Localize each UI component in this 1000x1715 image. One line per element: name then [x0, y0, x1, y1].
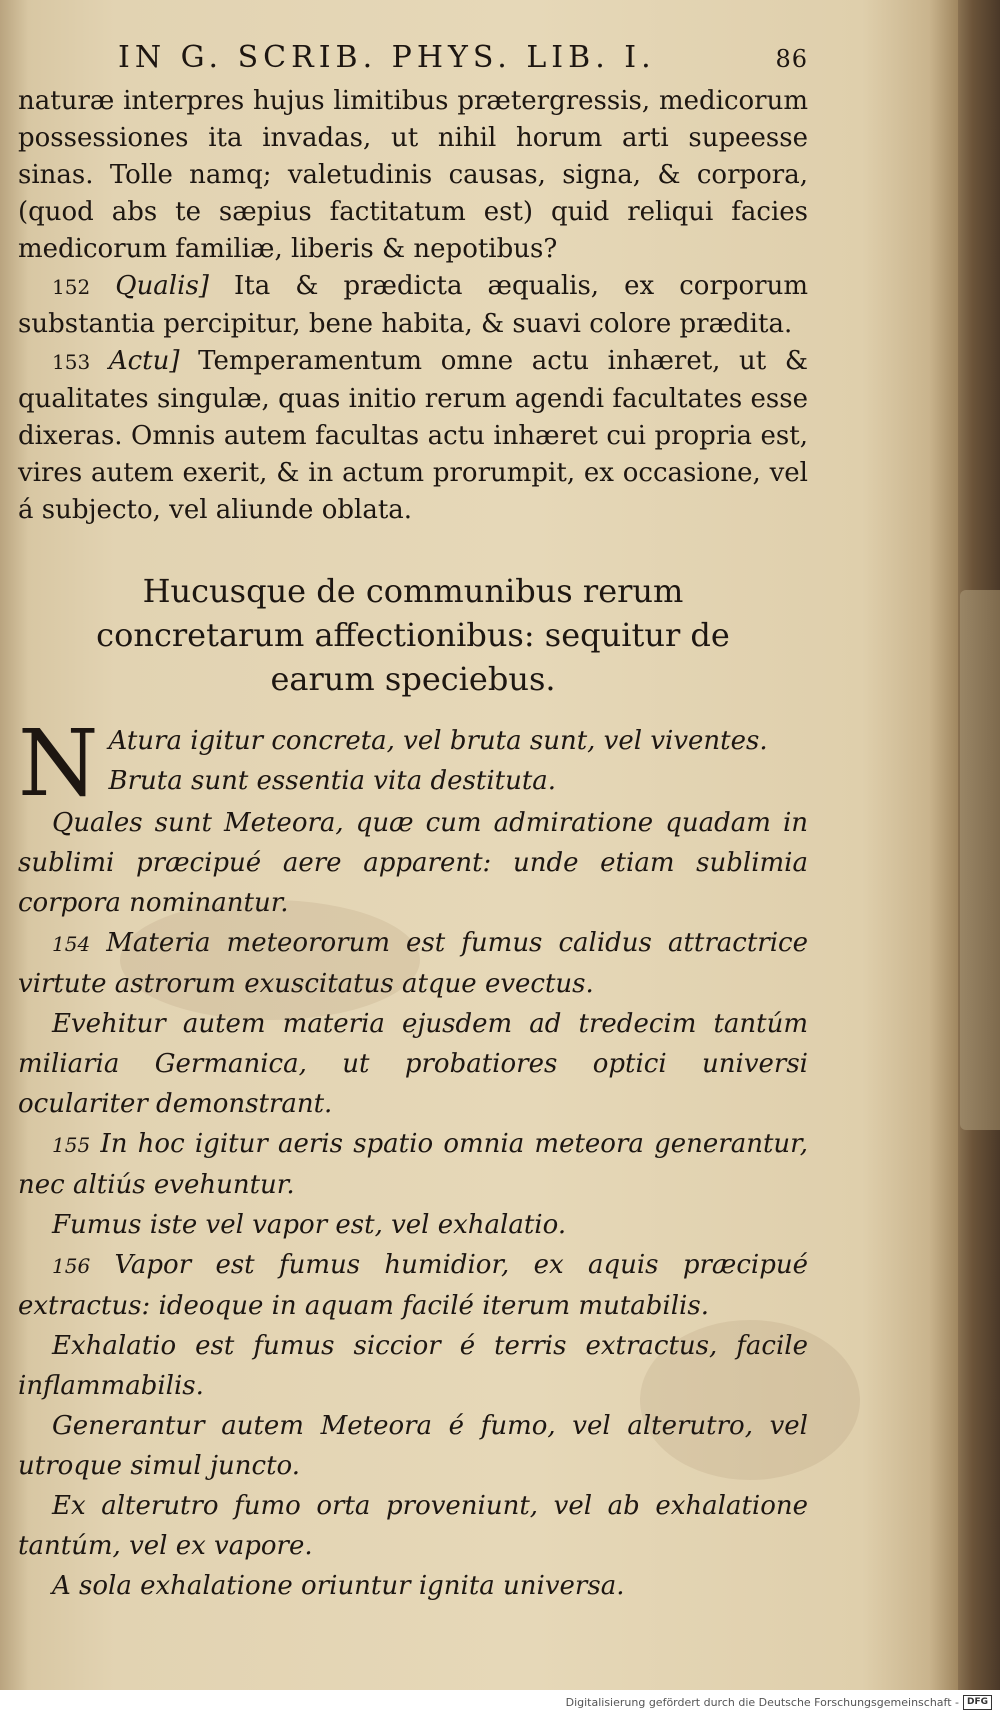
paragraph-fumus: Fumus iste vel vapor est, vel exhalatio. [52, 1210, 567, 1240]
lemma: Qualis] [115, 271, 209, 301]
paragraph-156 [18, 1245, 808, 1326]
dfg-logo: DFG [963, 1695, 992, 1710]
italic-opening [18, 721, 808, 803]
digitization-footer [0, 1690, 1000, 1715]
paragraph-text: In hoc igitur aeris spatio omnia meteora generantur, nec altiús evehuntur. [18, 1129, 808, 1200]
paragraph-generantur: Generantur autem Meteora é fumo, vel alterutro, vel utroque simul juncto. [18, 1411, 808, 1481]
paragraph-number: 154 [52, 932, 91, 956]
section-heading: Hucusque de communibus rerum concretarum affectionibus: sequitur de earum speciebus. [96, 572, 730, 698]
paragraph-text: Materia meteororum est fumus calidus attractrice virtute astrorum exuscitatus atque evectus. [18, 928, 808, 999]
paragraph-continuation: naturæ interpres hujus limitibus prætergressis, medicorum possessiones ita invadas, ut nihil horum arti supeesse sinas. Tolle namq; valetudinis causas, signa, & corpora, (quod abs te sæpius factitatum est) quid reliqui facies medicorum familiæ, liberis & nepotibus? [18, 86, 808, 264]
paragraph-text: Ita & prædicta æqualis, ex corporum substantia percipitur, bene habita, & suavi colore prædita. [18, 271, 809, 339]
paragraph-number: 152 [52, 275, 91, 299]
page-number: 86 [775, 45, 808, 73]
opening-line: Atura igitur concreta, vel bruta sunt, vel viventes. [108, 726, 768, 756]
paragraph-quales: Quales sunt Meteora, quæ cum admiratione quadam in sublimi præcipué aere apparent: unde etiam sublimia corpora nominantur. [18, 808, 808, 918]
footer-credit: Digitalisierung gefördert durch die Deutsche Forschungsgemeinschaft - [565, 1696, 959, 1709]
paragraph-number: 153 [52, 350, 91, 374]
paragraph-text: Vapor est fumus humidior, ex aquis præcipué extractus: ideoque in aquam facilé iterum mutabilis. [18, 1250, 808, 1321]
lemma: Actu] [108, 346, 180, 376]
paragraph-number: 156 [52, 1254, 91, 1278]
running-header [18, 40, 808, 75]
paragraph-153 [18, 343, 808, 529]
paragraph-number: 155 [52, 1133, 91, 1157]
paragraph-sola: A sola exhalatione oriuntur ignita universa. [52, 1571, 625, 1601]
running-title: IN G. SCRIB. PHYS. LIB. I. [118, 40, 656, 75]
paragraph-text: Temperamentum omne actu inhæret, ut & qualitates singulæ, quas initio rerum agendi facultates esse dixeras. Omnis autem facultas actu inhæret cui propria est, vires autem exerit, & in actum prorumpit, ex occasione, vel á subjecto, vel aliunde oblata. [18, 346, 808, 525]
paragraph-evehitur: Evehitur autem materia ejusdem ad tredecim tantúm miliaria Germanica, ut probatiores optici universi oculariter demonstrant. [18, 1009, 808, 1119]
paragraph-154 [18, 923, 808, 1004]
paragraph-155 [18, 1124, 808, 1205]
opening-line-2: Bruta sunt essentia vita destituta. [108, 766, 557, 796]
paragraph-152 [18, 268, 808, 343]
paragraph-exhalatio: Exhalatio est fumus siccior é terris extractus, facile inflammabilis. [18, 1331, 808, 1401]
paragraph-alterutro: Ex alterutro fumo orta proveniunt, vel ab exhalatione tantúm, vel ex vapore. [18, 1491, 808, 1561]
page-content [18, 40, 808, 1606]
drop-capital: N [18, 721, 99, 803]
page-tab [960, 590, 1000, 1130]
